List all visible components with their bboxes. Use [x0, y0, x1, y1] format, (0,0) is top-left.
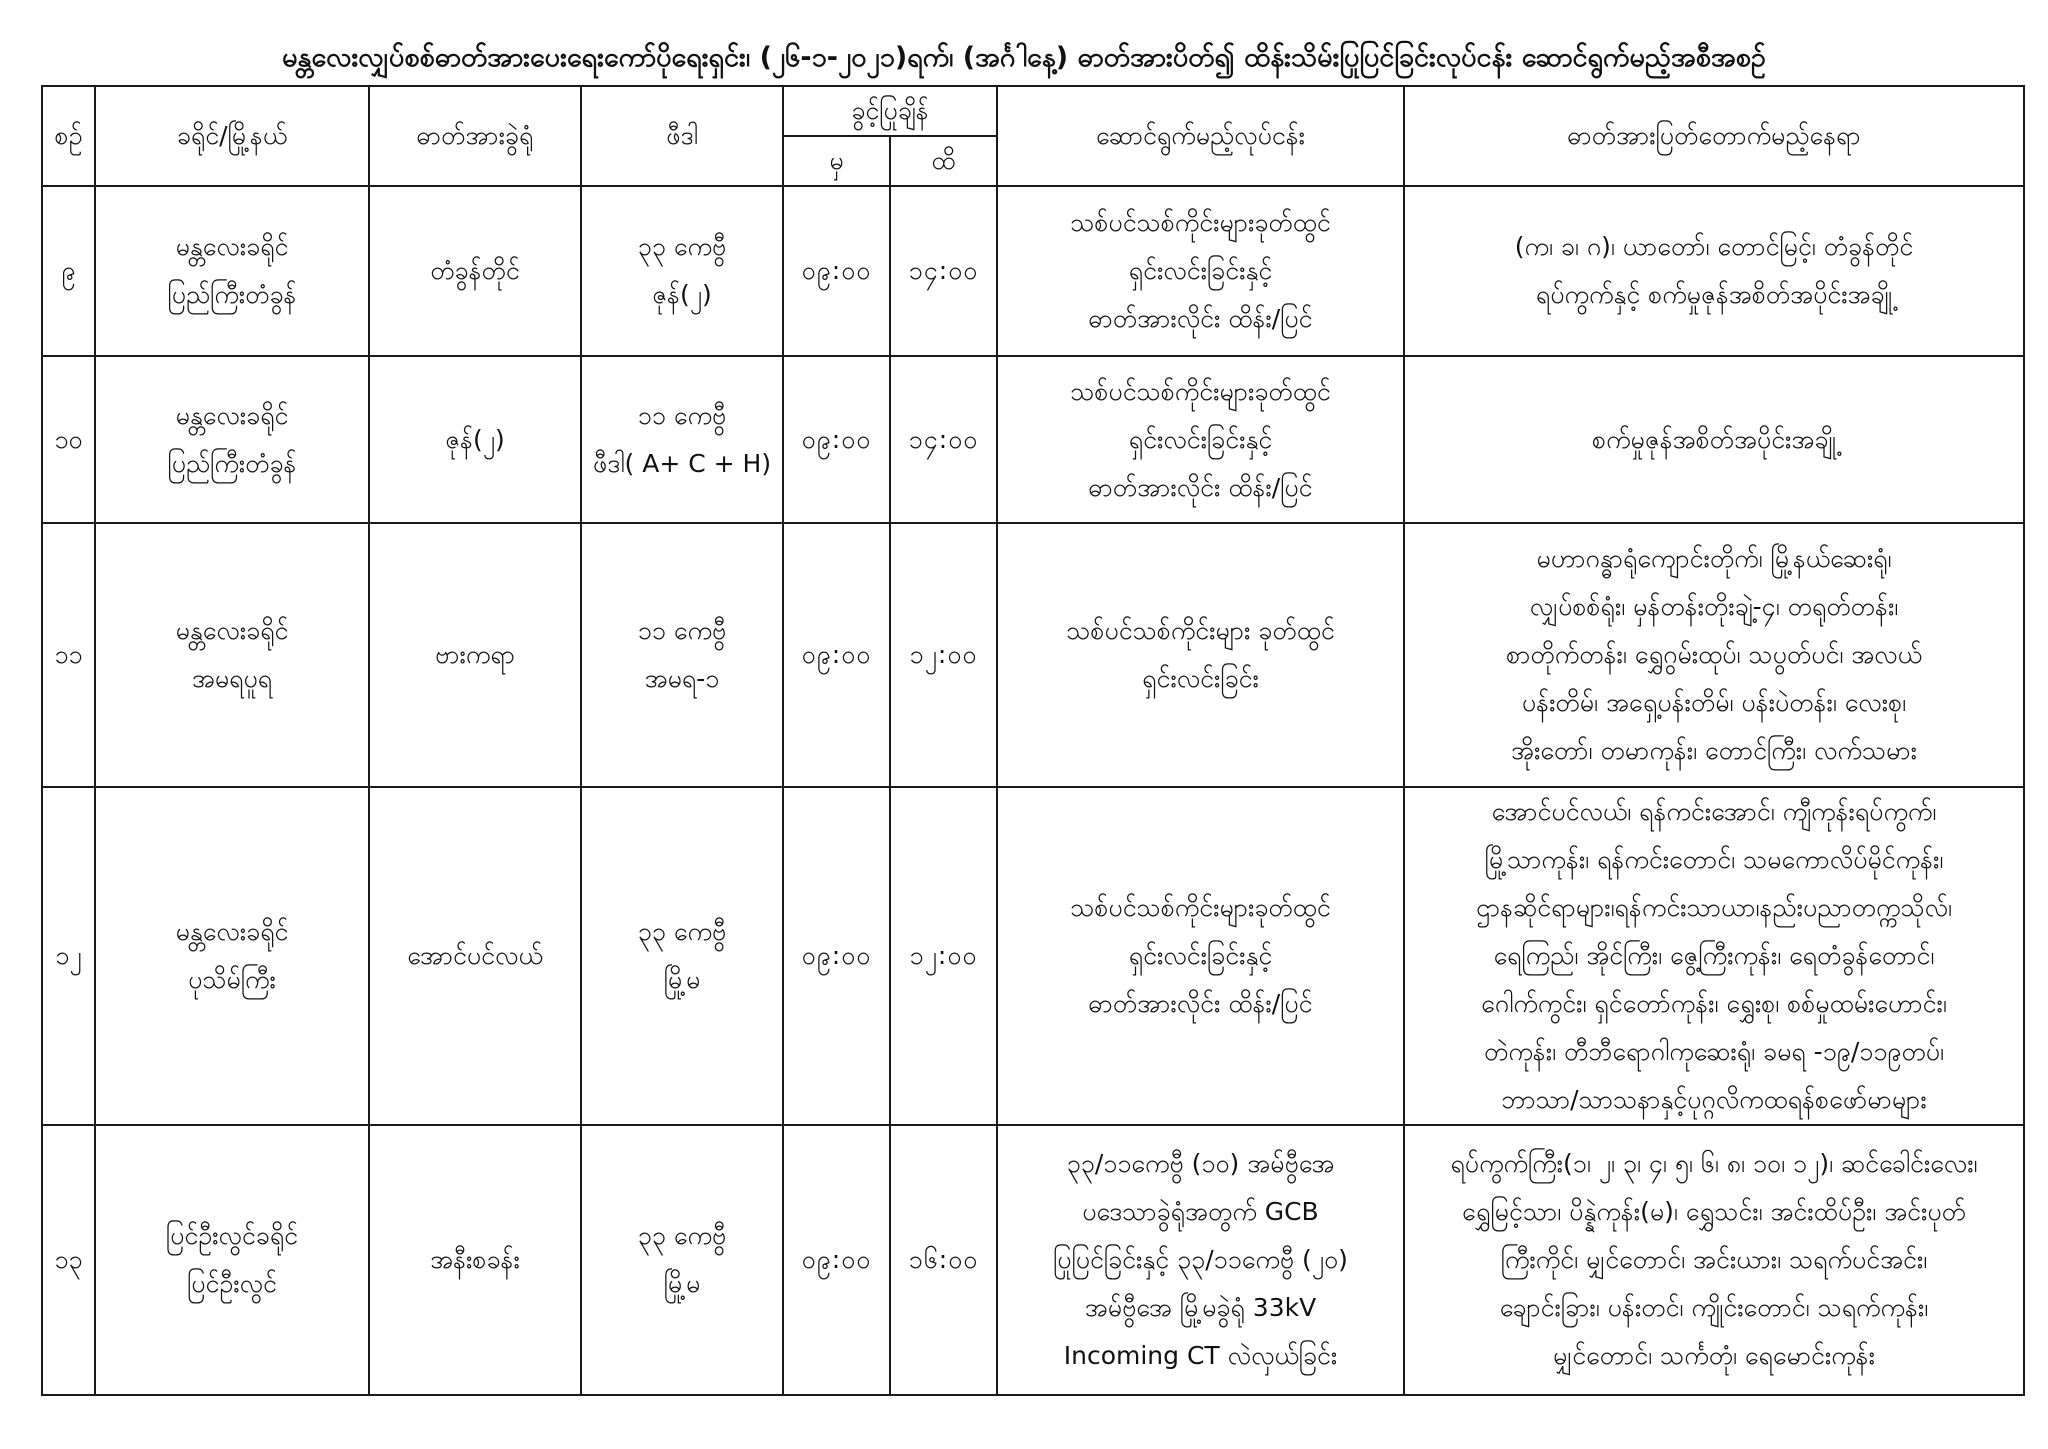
cell-affected-areas	[1404, 186, 2024, 356]
cell-line: ဌာနဆိုင်ရာများ၊ရန်ကင်းသာယာ၊နည်းပညာတက္ကသိုလ်၊	[1475, 893, 1953, 922]
cell-line: ပြုပြင်ခြင်းနှင့် ၃၃/၁၁ကေဗွီ (၂၀)	[1053, 1245, 1348, 1274]
cell-time-to: ၁၂:၀၀	[890, 523, 997, 787]
cell-work	[997, 186, 1404, 356]
cell-line: ၃၃ ကေဗွီ	[637, 232, 727, 261]
outage-schedule-table	[41, 85, 2025, 1396]
cell-line: ရှင်းလင်းခြင်းနှင့်	[1128, 941, 1273, 970]
cell-line: ပြင်ဦးလွင်	[187, 1269, 277, 1298]
cell-line: ရှင်းလင်းခြင်းနှင့်	[1128, 256, 1273, 285]
cell-line: မန္တလေးခရိုင်	[175, 400, 289, 430]
cell-substation: ဗားကရာ	[369, 523, 581, 787]
cell-line: အမ်ဗွီအေ မြို့မခွဲရုံ 33kV	[1084, 1293, 1317, 1322]
cell-line: Incoming CT လဲလှယ်ခြင်း	[1063, 1341, 1338, 1370]
header-time-to: ထိ	[890, 136, 997, 186]
cell-line: အိုးတော်၊ တမာကုန်း၊ တောင်ကြီး၊ လက်သမား	[1511, 736, 1917, 765]
header-feeder: ဖီဒါ	[581, 86, 783, 186]
header-work: ဆောင်ရွက်မည့်လုပ်ငန်း	[997, 86, 1404, 186]
cell-line: ရပ်ကွက်ကြီး(၁၊ ၂၊ ၃၊ ၄၊ ၅၊ ၆၊ ၈၊ ၁၀၊ ၁၂)၊ ဆင်ခေါင်းလေး၊	[1450, 1149, 1978, 1178]
cell-line: ချောင်းခြား၊ ပန်းတင်၊ ကျိုင်းတောင်၊ သရက်ကုန်း၊	[1499, 1293, 1929, 1322]
cell-time-from: ၀၉:၀၀	[783, 1125, 890, 1395]
cell-line: (က၊ ခ၊ ဂ)၊ ယာတော်၊ တောင်မြင့်၊ တံခွန်တိုင်	[1514, 232, 1914, 261]
header-no: စဉ်	[42, 86, 95, 186]
table-row	[42, 523, 2024, 787]
cell-work	[997, 1125, 1404, 1395]
cell-no: ၉	[42, 186, 95, 356]
cell-region	[95, 523, 369, 787]
cell-line: ကြီးကိုင်၊ မျှင်တောင်၊ အင်းယား၊ သရက်ပင်အင်း၊	[1500, 1245, 1928, 1274]
cell-affected-areas	[1404, 356, 2024, 523]
cell-line: ဂေါက်ကွင်း၊ ရှင်တော်ကုန်း၊ ရွှေးစု၊ စစ်မှုထမ်းဟောင်း၊	[1481, 989, 1947, 1018]
cell-line: မန္တလေးခရိုင်	[175, 232, 289, 261]
cell-work	[997, 787, 1404, 1125]
cell-line: မန္တလေးခရိုင်	[175, 917, 289, 946]
header-permitted-time: ခွင့်ပြုချိန်	[783, 86, 997, 136]
header-time-from: မှ	[783, 136, 890, 186]
table-row	[42, 186, 2024, 356]
cell-substation: တံခွန်တိုင်	[369, 186, 581, 356]
cell-line: အမရ-၁	[644, 664, 720, 693]
cell-line: ၃၃ ကေဗွီ	[637, 1221, 727, 1250]
cell-line: ၃၃ ကေဗွီ	[637, 917, 727, 946]
cell-no: ၁၃	[42, 1125, 95, 1395]
cell-line: ပုသိမ်ကြီး	[188, 965, 276, 994]
cell-no: ၁၁	[42, 523, 95, 787]
cell-line: ၃၃/၁၁ကေဗွီ (၁၀) အမ်ဗွီအေ	[1066, 1149, 1335, 1178]
cell-region	[95, 356, 369, 523]
header-region: ခရိုင်/မြို့နယ်	[95, 86, 369, 186]
cell-time-from: ၀၉:၀၀	[783, 523, 890, 787]
header-substation: ဓာတ်အားခွဲရုံ	[369, 86, 581, 186]
cell-feeder	[581, 523, 783, 787]
cell-time-to: ၁၆:၀၀	[890, 1125, 997, 1395]
cell-line: ဖီဒါ( A+ C + H)	[592, 448, 772, 478]
cell-region	[95, 787, 369, 1125]
cell-line: ပြင်ဦးလွင်ခရိုင်	[165, 1221, 299, 1250]
cell-line: စာတိုက်တန်း၊ ရွှေဂွမ်းထုပ်၊ သပွတ်ပင်၊ အလယ်	[1506, 640, 1922, 669]
cell-affected-areas	[1404, 1125, 2024, 1395]
cell-substation: အနီးစခန်း	[369, 1125, 581, 1395]
cell-line: ပြည်ကြီးတံခွန်	[167, 448, 297, 478]
cell-no: ၁၀	[42, 356, 95, 523]
header-affected-areas: ဓာတ်အားပြတ်တောက်မည့်နေရာ	[1404, 86, 2024, 186]
cell-line: မျှင်တောင်၊ သင်္ကတုံ၊ ရေမောင်းကုန်း	[1553, 1341, 1875, 1370]
cell-time-from: ၀၉:၀၀	[783, 186, 890, 356]
table-row	[42, 1125, 2024, 1395]
cell-line: မဟာဂန္ဓာရုံကျောင်းတိုက်၊ မြို့နယ်ဆေးရုံ၊	[1536, 544, 1892, 573]
cell-line: သစ်ပင်သစ်ကိုင်းများ ခုတ်ထွင်	[1066, 616, 1335, 645]
document-title: မန္တလေးလျှပ်စစ်ဓာတ်အားပေးရေးကော်ပိုရေးရှင်း၊ (၂၆-၁-၂၀၂၁)ရက်၊ (အင်္ဂါနေ့) ဓာတ်အားပိတ်၍ ထိန်းသိမ်းပြုပြင်ခြင်းလုပ်ငန်း ဆောင်ရွက်မည့်အစီအစဉ်	[282, 42, 1766, 73]
cell-time-from: ၀၉:၀၀	[783, 356, 890, 523]
cell-region	[95, 186, 369, 356]
cell-line: ၁၁ ကေဗွီ	[637, 400, 727, 430]
cell-line: ရွှေမြင့်သာ၊ ပိန္နဲကုန်း(မ)၊ ရွှေသင်း၊ အင်းထိပ်ဦး၊ အင်းပုတ်	[1462, 1197, 1966, 1226]
cell-line: ပြည်ကြီးတံခွန်	[167, 280, 297, 309]
cell-affected-areas	[1404, 787, 2024, 1125]
cell-line: ဓာတ်အားလိုင်း ထိန်း/ပြင်	[1088, 472, 1313, 502]
cell-line: သစ်ပင်သစ်ကိုင်းများခုတ်ထွင်	[1070, 893, 1331, 922]
cell-affected-areas	[1404, 523, 2024, 787]
cell-line: ၁၁ ကေဗွီ	[637, 616, 727, 645]
cell-line: ပဒေသာခွဲရုံအတွက် GCB	[1082, 1197, 1319, 1226]
cell-time-to: ၁၂:၀၀	[890, 787, 997, 1125]
cell-line: ပန်းတိမ်၊ အရှေ့ပန်းတိမ်၊ ပန်းပဲတန်း၊ လေးစု၊	[1521, 688, 1907, 717]
cell-line: သစ်ပင်သစ်ကိုင်းများခုတ်ထွင်	[1070, 376, 1331, 406]
cell-line: လျှပ်စစ်ရုံး၊ မှန်တန်းတိုးချဲ့-၄၊ တရုတ်တန်း၊	[1529, 592, 1899, 621]
cell-work	[997, 523, 1404, 787]
header-row	[42, 86, 2024, 136]
cell-line: ဓာတ်အားလိုင်း ထိန်း/ပြင်	[1088, 989, 1313, 1018]
cell-line: ရေကြည်၊ အိုင်ကြီး၊ ဇွေ့ကြီးကုန်း၊ ရေတံခွန်တောင်၊	[1493, 941, 1935, 970]
cell-line: ဇုန်(၂)	[652, 280, 712, 309]
cell-line: မြို့မ	[663, 965, 701, 994]
cell-line: ဘာသာ/သာသနာနှင့်ပုဂ္ဂလိကထရန်စဖော်မာများ	[1501, 1085, 1927, 1114]
cell-line: မြို့သာကုန်း၊ ရန်ကင်းတောင်၊ သမကောလိပ်မိုင်ကုန်း၊	[1484, 845, 1944, 874]
cell-line: သစ်ပင်သစ်ကိုင်းများခုတ်ထွင်	[1070, 208, 1331, 237]
cell-feeder	[581, 356, 783, 523]
cell-feeder	[581, 1125, 783, 1395]
cell-feeder	[581, 787, 783, 1125]
cell-line: ဓာတ်အားလိုင်း ထိန်း/ပြင်	[1088, 304, 1313, 333]
cell-time-to: ၁၄:၀၀	[890, 356, 997, 523]
cell-line: ရပ်ကွက်နှင့် စက်မှုဇုန်အစိတ်အပိုင်းအချို့	[1535, 280, 1893, 309]
cell-substation: အောင်ပင်လယ်	[369, 787, 581, 1125]
cell-region	[95, 1125, 369, 1395]
cell-line: အောင်ပင်လယ်၊ ရန်ကင်းအောင်၊ ကျီကုန်းရပ်ကွက်၊	[1491, 797, 1937, 826]
cell-work	[997, 356, 1404, 523]
cell-line: စက်မှုဇုန်အစိတ်အပိုင်းအချို့	[1592, 424, 1836, 454]
table-row	[42, 356, 2024, 523]
cell-line: ရှင်းလင်းခြင်း	[1142, 664, 1259, 693]
cell-time-to: ၁၄:၀၀	[890, 186, 997, 356]
cell-line: အမရပူရ	[191, 664, 273, 693]
cell-line: မြို့မ	[663, 1269, 701, 1298]
cell-line: တဲကုန်း၊ တီဘီရောဂါကုဆေးရုံ၊ ခမရ -၁၉/၁၁၉တပ်၊	[1483, 1037, 1944, 1066]
cell-line: ရှင်းလင်းခြင်းနှင့်	[1128, 424, 1273, 454]
cell-substation: ဇုန်(၂)	[369, 356, 581, 523]
cell-line: မန္တလေးခရိုင်	[175, 616, 289, 645]
table-row	[42, 787, 2024, 1125]
cell-feeder	[581, 186, 783, 356]
cell-no: ၁၂	[42, 787, 95, 1125]
cell-time-from: ၀၉:၀၀	[783, 787, 890, 1125]
